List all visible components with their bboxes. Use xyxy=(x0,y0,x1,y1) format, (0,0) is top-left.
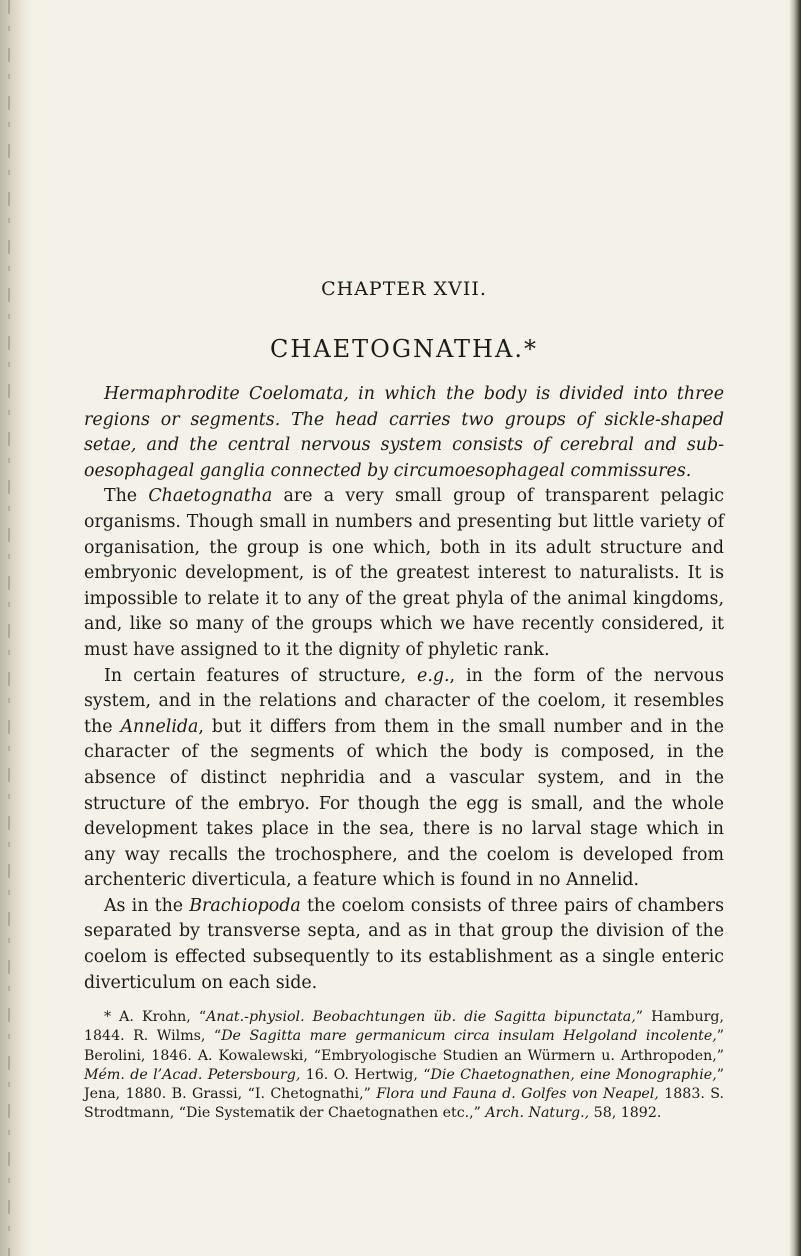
text-run: , in the form of the nervous system, and in the relations and character of the coelom, it resembles the xyxy=(84,665,724,737)
italic-run: Chaetognatha xyxy=(148,486,273,507)
text-run: ” Hamburg, 1844. R. Wilms, “ xyxy=(84,1009,725,1045)
italic-run: e.g. xyxy=(417,665,450,686)
paragraph-3 xyxy=(84,894,724,996)
text-run: * A. Krohn, “ xyxy=(104,1009,207,1026)
text-run: In certain features of structure, xyxy=(104,665,418,686)
text-run: 58, 1892. xyxy=(589,1105,662,1122)
footnote xyxy=(84,1008,724,1123)
text-run: ” Berolini, 1846. A. Kowalewski, “Embryologische Studien an Würmern u. Arthropoden,” xyxy=(84,1028,724,1064)
chapter-summary: Hermaphrodite Coelomata, in which the body is divided into three regions or segments. The head carries two groups of sickle-shaped setae, and the central nervous system consists of cerebral and sub-oesophageal ganglia connected by circumoesophageal commissures. xyxy=(84,384,724,481)
chapter-title: CHAETOGNATHA.* xyxy=(270,335,538,363)
chapter-heading: CHAPTER XVII. xyxy=(321,278,487,300)
text-run: 1883. S. Strodtmann, “Die Systematik der Chaetognathen etc.,” xyxy=(84,1086,724,1122)
italic-run: De Sagitta mare germanicum circa insulam Helgoland incolente, xyxy=(221,1028,717,1045)
text-run: ” Jena, 1880. B. Grassi, “I. Chetognathi,” xyxy=(84,1066,724,1103)
italic-run: Flora und Fauna d. Golfes von Neapel, xyxy=(376,1086,659,1103)
text-run: the coelom consists of three pairs of chambers separated by transverse septa, and as in that group the division of the coelom is effected subsequently to its establishment as a single enteric diverticulum on each side. xyxy=(84,895,725,993)
italic-run: Die Chaetognathen, eine Monographie, xyxy=(430,1066,717,1083)
book-page xyxy=(84,278,724,1138)
text-run: As in the xyxy=(104,895,190,916)
paragraph-2 xyxy=(84,664,724,894)
paragraph-1 xyxy=(84,484,724,663)
text-run: The xyxy=(104,486,149,507)
text-run: are a very small group of transparent pelagic organisms. Though small in numbers and presenting but little variety of organisation, the group is one which, both in its adult structure and embryonic development, is of the greatest interest to naturalists. It is impossible to relate it to any of the great phyla of the animal kingdoms, and, like so many of the groups which we have recently considered, it must have assigned to it the dignity of phyletic rank. xyxy=(84,486,724,660)
page-binding-edge xyxy=(0,0,34,1256)
text-run: 16. O. Hertwig, “ xyxy=(300,1066,431,1083)
italic-run: Brachiopoda xyxy=(189,895,301,916)
italic-run: Annelida xyxy=(120,716,199,737)
text-run: , but it differs from them in the small number and in the character of the segments of which the body is composed, in the absence of distinct nephridia and a vascular system, and in the structure of the embryo. For though the egg is small, and the whole development takes place in the sea, there is no larval stage which in any way recalls the trochosphere, and the coelom is developed from archenteric diverticula, a feature which is found in no Annelid. xyxy=(84,716,724,891)
italic-run: Arch. Naturg., xyxy=(485,1105,590,1122)
italic-run: Mém. de l’Acad. Petersbourg, xyxy=(84,1066,301,1083)
italic-run: Anat.-physiol. Beobachtungen üb. die Sagitta bipunctata, xyxy=(206,1009,636,1026)
page-right-edge xyxy=(789,0,801,1256)
